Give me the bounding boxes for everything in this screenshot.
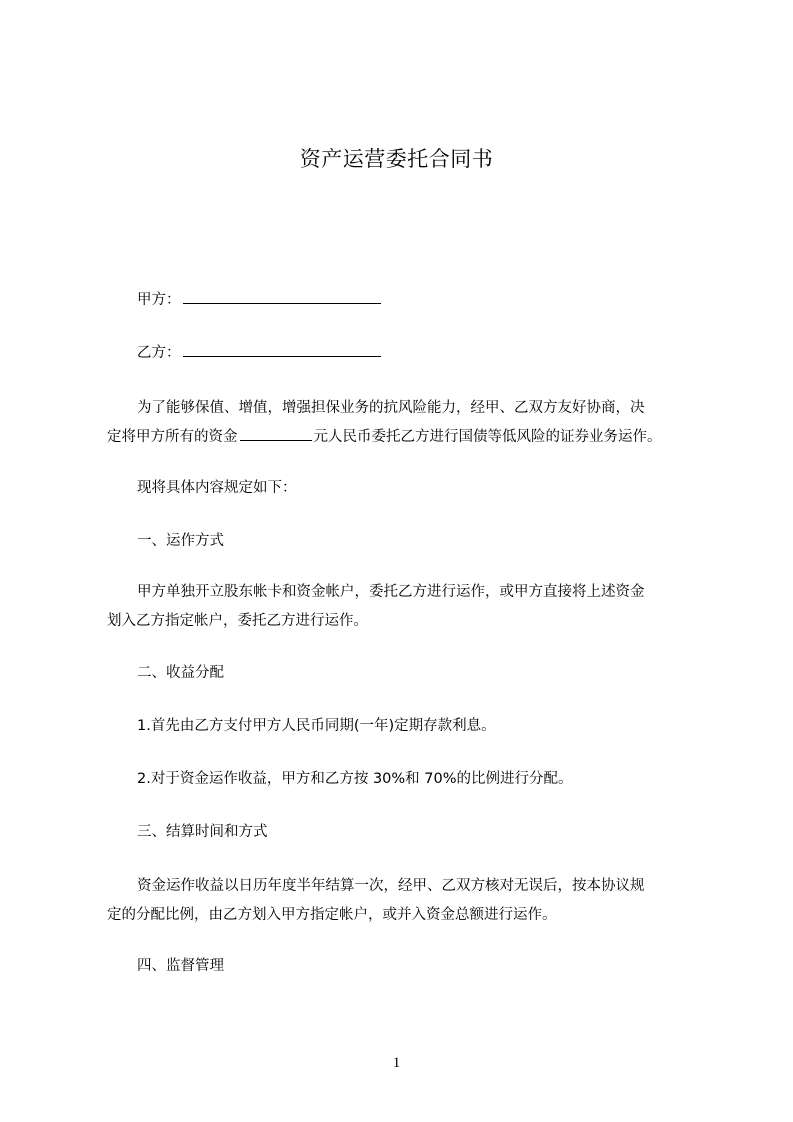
party-a-label: 甲方： <box>137 292 181 308</box>
intro-line-2 <box>107 423 703 452</box>
page-number: 1 <box>392 1055 401 1071</box>
section-1-paragraph <box>107 578 703 636</box>
party-a-line <box>137 286 733 315</box>
intro-paragraph <box>107 394 703 452</box>
section-4-heading: 四、监督管理 <box>137 958 224 974</box>
lead-in-text: 现将具体内容规定如下： <box>137 480 297 496</box>
intro-line-2-before: 定将甲方所有的资金 <box>107 429 238 445</box>
section-2-item-2: 2.对于资金运作收益，甲方和乙方按 30%和 70%的比例进行分配。 <box>137 771 573 787</box>
party-b-blank <box>183 342 381 357</box>
intro-line-2-after: 元人民币委托乙方进行国债等低风险的证券业务运作。 <box>313 429 662 445</box>
section-2-item-1: 1.首先由乙方支付甲方人民币同期(一年)定期存款利息。 <box>137 718 496 734</box>
section-3-heading: 三、结算时间和方式 <box>137 824 268 840</box>
party-b-line <box>137 339 733 368</box>
section-1-line-2: 划入乙方指定帐户，委托乙方进行运作。 <box>107 613 368 629</box>
party-a-blank <box>183 289 381 304</box>
section-3-line-1: 资金运作收益以日历年度半年结算一次，经甲、乙双方核对无误后，按本协议规 <box>137 878 645 894</box>
intro-line-1: 为了能够保值、增值，增强担保业务的抗风险能力，经甲、乙双方友好协商，决 <box>137 400 645 416</box>
section-2-heading: 二、收益分配 <box>137 665 224 681</box>
amount-blank <box>240 426 312 441</box>
section-3-paragraph <box>107 872 703 930</box>
party-b-label: 乙方： <box>137 345 181 361</box>
document-title: 资产运营委托合同书 <box>299 147 494 171</box>
section-3-line-2: 定的分配比例，由乙方划入甲方指定帐户，或并入资金总额进行运作。 <box>107 907 557 923</box>
section-1-heading: 一、运作方式 <box>137 533 224 549</box>
section-1-line-1: 甲方单独开立股东帐卡和资金帐户，委托乙方进行运作，或甲方直接将上述资金 <box>137 584 645 600</box>
